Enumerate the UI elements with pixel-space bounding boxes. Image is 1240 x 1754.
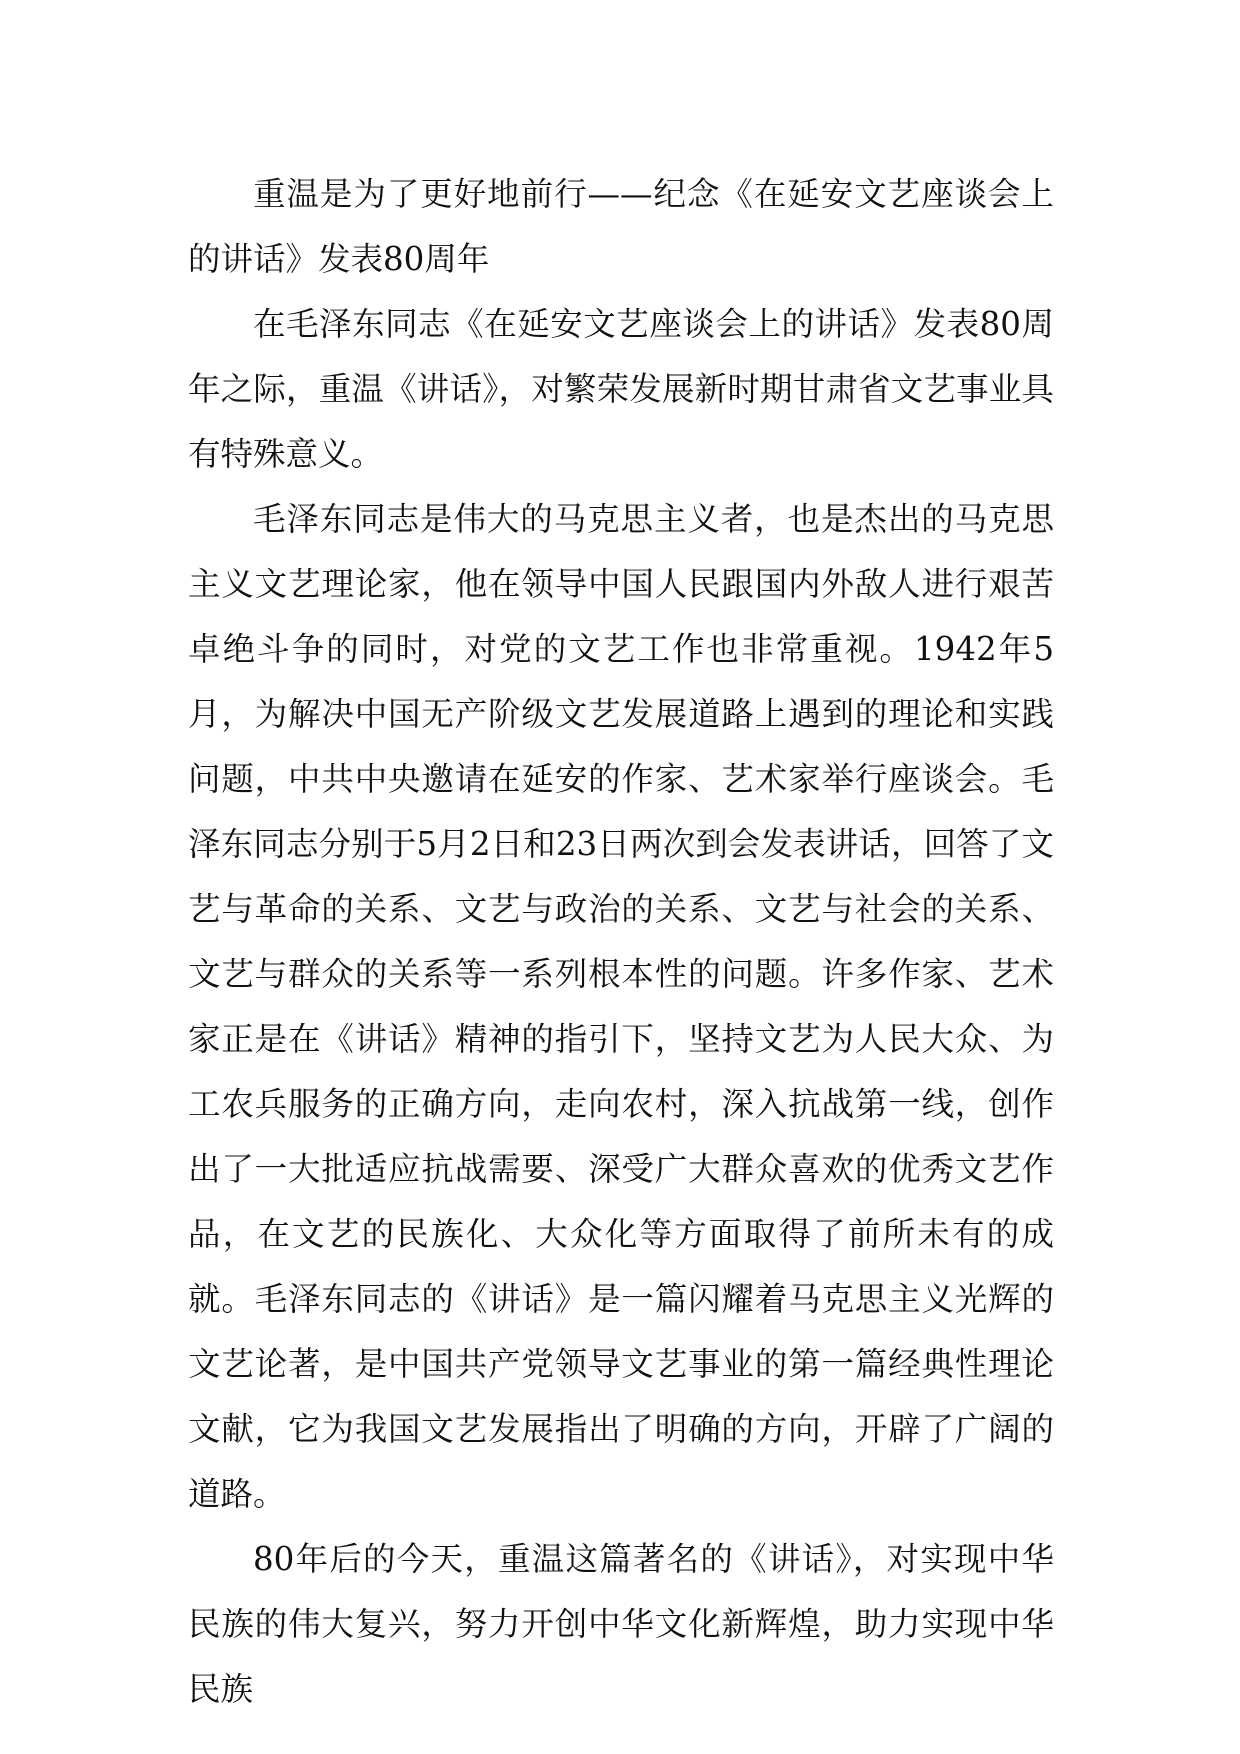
document-body <box>188 162 1054 1722</box>
paragraph-1: 在毛泽东同志《在延安文艺座谈会上的讲话》发表80周年之际，重温《讲话》，对繁荣发展新时期甘肃省文艺事业具有特殊意义。 <box>188 305 1054 473</box>
paragraph-2: 毛泽东同志是伟大的马克思主义者，也是杰出的马克思主义文艺理论家，他在领导中国人民跟国内外敌人进行艰苦卓绝斗争的同时，对党的文艺工作也非常重视。1942年5月，为解决中国无产阶级文艺发展道路上遇到的理论和实践问题，中共中央邀请在延安的作家、艺术家举行座谈会。毛泽东同志分别于5月2日和23日两次到会发表讲话，回答了文艺与革命的关系、文艺与政治的关系、文艺与社会的关系、文艺与群众的关系等一系列根本性的问题。许多作家、艺术家正是在《讲话》精神的指引下，坚持文艺为人民大众、为工农兵服务的正确方向，走向农村，深入抗战第一线，创作出了一大批适应抗战需要、深受广大群众喜欢的优秀文艺作品，在文艺的民族化、大众化等方面取得了前所未有的成就。毛泽东同志的《讲话》是一篇闪耀着马克思主义光辉的文艺论著，是中国共产党领导文艺事业的第一篇经典性理论文献，它为我国文艺发展指出了明确的方向，开辟了广阔的道路。 <box>188 500 1054 1513</box>
document-title: 重温是为了更好地前行——纪念《在延安文艺座谈会上的讲话》发表80周年 <box>188 175 1054 278</box>
paragraph-3: 80年后的今天，重温这篇著名的《讲话》，对实现中华民族的伟大复兴，努力开创中华文化新辉煌，助力实现中华民族 <box>188 1540 1054 1708</box>
